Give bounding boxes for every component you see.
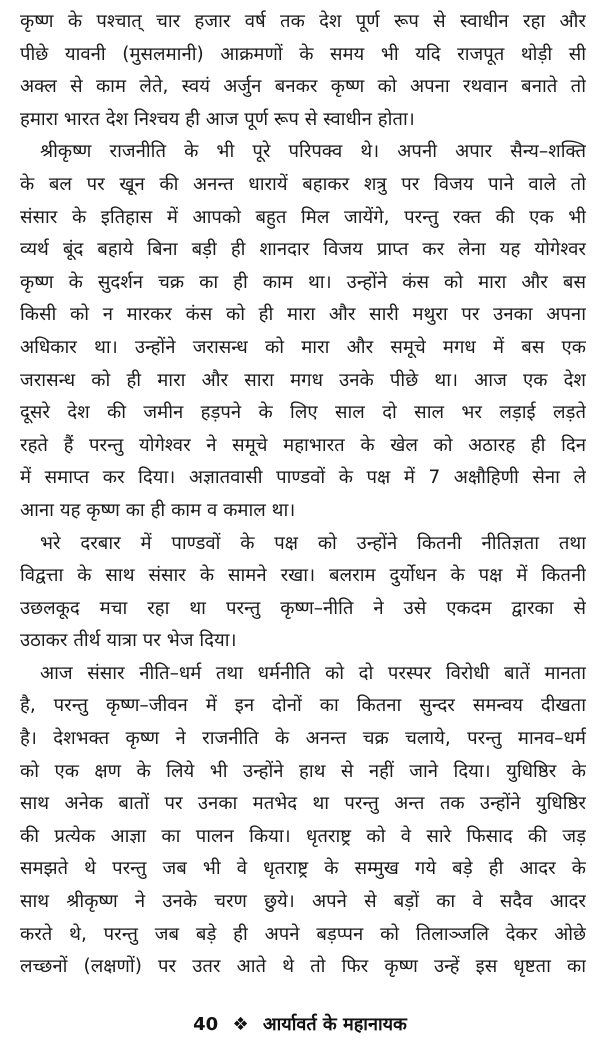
book-title: आर्यावर्त के महानायक [262,1014,407,1035]
text-line: लच्छनों (लक्षणों) पर उतर आते थे तो फिर कृष्ण उन्हें इस धृष्टता का [20,956,586,978]
text-line: किसी को न मारकर कंस को ही मारा और सारी मथुरा पर उनका अपना [20,304,586,326]
page-number: 40 [193,1014,219,1035]
text-line: करते थे, परन्तु जब बड़े ही अपने बड़प्पन को तिलाञ्जलि देकर ओछे [20,923,586,945]
text-line: के बल पर खून की अनन्त धारायें बहाकर शत्रु पर विजय पाने वाले तो [20,173,586,195]
text-line: साथ अनेक बातों पर उनका मतभेद था परन्तु अन्त तक उन्होंने युधिष्ठिर [20,793,586,815]
text-line: दूसरे देश की जमीन हड़पने के लिए साल दो साल भर लड़ाई लड़ते [20,402,586,424]
body-text [20,6,586,984]
text-line: को एक क्षण के लिये भी उन्होंने हाथ से नहीं जाने दिया। युधिष्ठिर के [20,760,586,782]
text-line: अधिकार था। उन्होंने जरासन्ध को मारा और समूचे मगध में बस एक [20,336,586,358]
ornament-separator-icon: ❖ [232,1014,249,1035]
text-line: समझते थे परन्तु जब भी वे धृतराष्ट्र के सम्मुख गये बड़े ही आदर के [20,858,586,880]
text-line: साथ श्रीकृष्ण ने उनके चरण छुये। अपने से बड़ों का वे सदैव आदर [20,891,586,913]
text-line: उछलकूद मचा रहा था परन्तु कृष्ण–नीति ने उसे एकदम द्वारका से [20,597,586,619]
text-line: की प्रत्येक आज्ञा का पालन किया। धृतराष्ट्र को वे सारे फिसाद की जड़ [20,825,586,847]
text-line: आज संसार नीति–धर्म तथा धर्मनीति को दो परस्पर विरोधी बातें मानता [40,662,586,684]
text-line: जरासन्ध को ही मारा और सारा मगध उनके पीछे था। आज एक देश [20,369,586,391]
text-line: पीछे यावनी (मुसलमानी) आक्रमणों के समय भी यदि राजपूत थोड़ी सी [20,43,586,65]
text-line: संसार के इतिहास में आपको बहुत मिल जायेंगे, परन्तु रक्त की एक भी [20,206,586,228]
text-line: कृष्ण के पश्चात् चार हजार वर्ष तक देश पूर्ण रूप से स्वाधीन रहा और [20,11,586,32]
text-line: विद्वत्ता के साथ संसार के सामने रखा। बलराम दुर्योधन के पक्ष में कितनी [20,565,586,587]
text-line: आना यह कृष्ण का ही काम व कमाल था। [20,499,296,521]
text-line: श्रीकृष्ण राजनीति के भी पूरे परिपक्व थे। अपनी अपार सैन्य–शक्ति [40,141,586,163]
text-line: उठाकर तीर्थ यात्रा पर भेज दिया। [20,630,237,652]
text-line: भरे दरबार में पाण्डवों के पक्ष को उन्होंने कितनी नीतिज्ञता तथा [40,532,586,554]
text-line: कृष्ण के सुदर्शन चक्र का ही काम था। उन्होंने कंस को मारा और बस [20,271,586,293]
text-line: व्यर्थ बूंद बहाये बिना बड़ी ही शानदार विजय प्राप्त कर लेना यह योगेश्वर [20,239,586,261]
page-footer [0,1012,600,1036]
text-line: है, परन्तु कृष्ण–जीवन में इन दोनों का कितना सुन्दर समन्वय दीखता [20,695,586,717]
text-line: अक्ल से काम लेते, स्वयं अर्जुन बनकर कृष्ण को अपना रथवान बनाते तो [20,76,586,98]
text-line: हमारा भारत देश निश्चय ही आज पूर्ण रूप से स्वाधीन होता। [20,108,415,130]
text-line: है। देशभक्त कृष्ण ने राजनीति के अनन्त चक्र चलाये, परन्तु मानव–धर्म [20,728,586,750]
text-line: में समाप्त कर दिया। अज्ञातवासी पाण्डवों के पक्ष में 7 अक्षौहिणी सेना ले [20,467,586,489]
text-line: रहते हैं परन्तु योगेश्वर ने समूचे महाभारत के खेल को अठारह ही दिन [20,434,586,456]
